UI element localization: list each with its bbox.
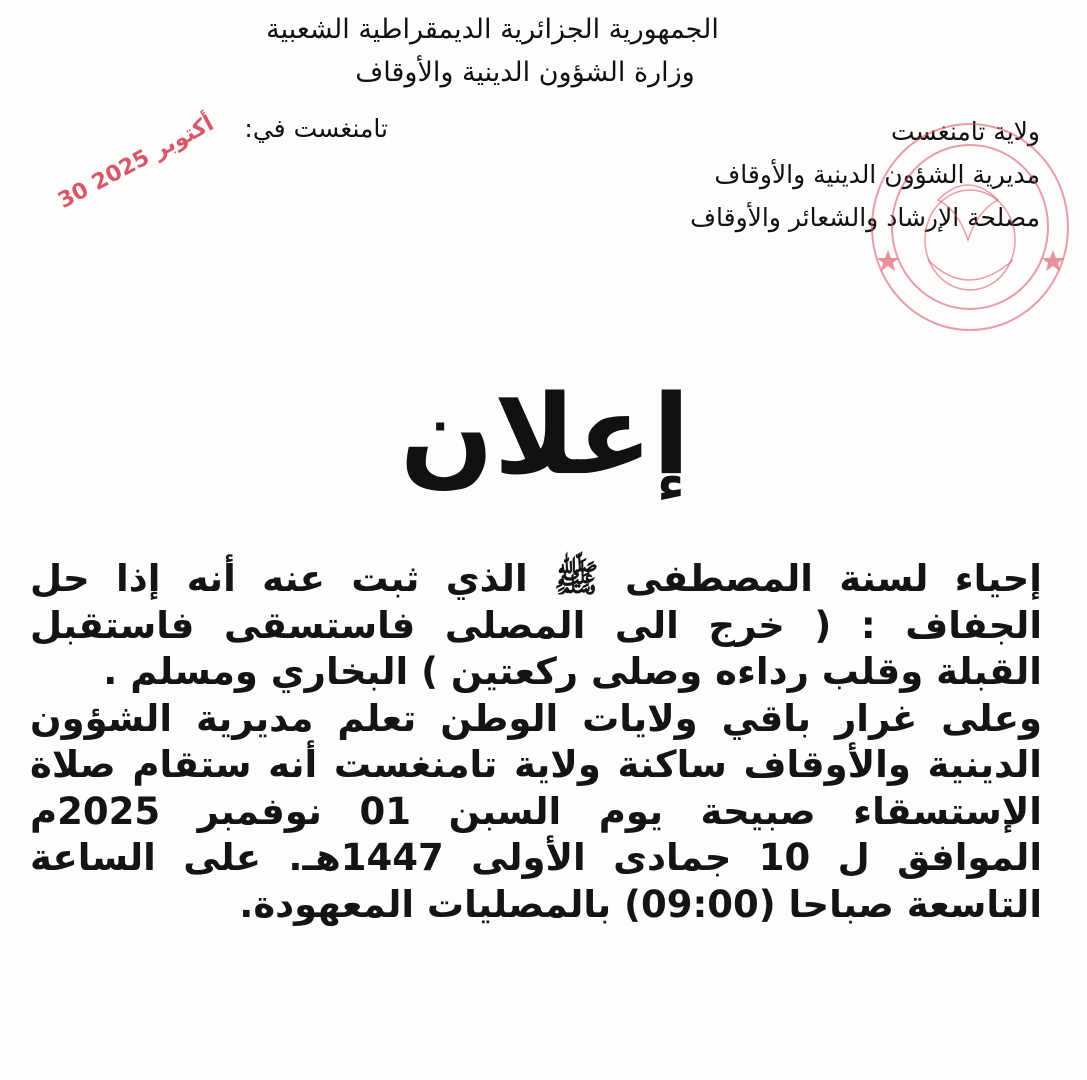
ministry-heading: وزارة الشؤون الدينية والأوقاف	[355, 57, 695, 88]
announcement-title: إعلان	[399, 371, 691, 499]
official-seal-icon	[868, 120, 1073, 335]
body-paragraph-2: وعلى غرار باقي ولايات الوطن تعلم مديرية الشؤون الدينية والأوقاف ساكنة ولاية تامنغست أنه ستقام صلاة الإستسقاء صبيحة يوم السبن 01 نوفمبر 2025م الموافق ل 10 جمادى الأولى 1447هـ. على الساعة التاسعة صباحا (09:00) بالمصليات المعهودة.	[30, 696, 1043, 926]
service-name: مصلحة الإرشاد والشعائر والأوقاف	[690, 203, 1040, 232]
announcement-body	[30, 556, 1042, 928]
date-stamp: 30 أكتوبر 2025	[54, 111, 219, 214]
location-date-label: تامنغست في:	[244, 114, 388, 143]
directorate-name: مديرية الشؤون الدينية والأوقاف	[714, 160, 1040, 189]
republic-heading: الجمهورية الجزائرية الديمقراطية الشعبية	[266, 14, 719, 45]
wilaya-name: ولاية تامنغست	[890, 117, 1040, 146]
body-paragraph-1: إحياء لسنة المصطفى ﷺ الذي ثبت عنه أنه إذا حل الجفاف : ( خرج الى المصلى فاستسقى فاستقبل القبلة وقلب رداءه وصلى ركعتين ) البخاري ومسلم .	[30, 557, 1042, 693]
